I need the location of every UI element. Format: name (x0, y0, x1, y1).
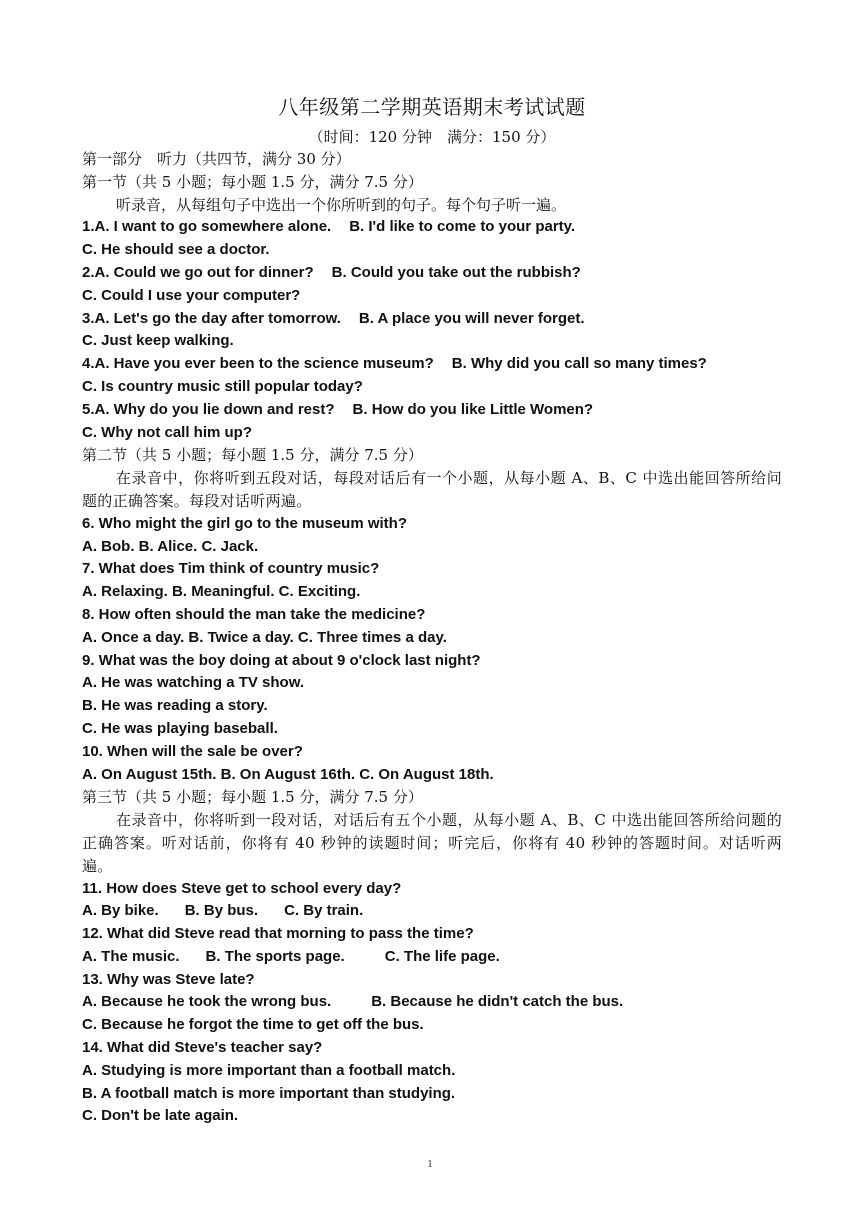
q9-option-b: B. He was reading a story. (82, 697, 268, 715)
q5-option-b: B. How do you like Little Women? (352, 400, 594, 418)
q2-option-c: C. Could I use your computer? (82, 286, 301, 304)
q13-option-b: B. Because he didn't catch the bus. (371, 993, 624, 1011)
q12-options (82, 946, 782, 969)
q5-option-c: C. Why not call him up? (82, 423, 252, 441)
question-4-options-ab (82, 353, 782, 376)
q13-option-c: C. Because he forgot the time to get off the bus. (82, 1016, 424, 1034)
q1-option-b: B. I'd like to come to your party. (349, 218, 576, 236)
question-10: 10. When will the sale be over? (82, 742, 303, 760)
q5-option-a: 5.A. Why do you lie down and rest? (82, 400, 335, 418)
q12-option-a: A. The music. (82, 947, 180, 965)
question-8: 8. How often should the man take the medicine? (82, 605, 426, 623)
q13-option-a: A. Because he took the wrong bus. (82, 993, 332, 1011)
q8-options: A. Once a day. B. Twice a day. C. Three times a day. (82, 628, 447, 646)
exam-time-info: （时间：120 分钟 满分：150 分） (308, 128, 556, 146)
q14-option-b: B. A football match is more important than studying. (82, 1084, 456, 1102)
q10-options: A. On August 15th. B. On August 16th. C. On August 18th. (82, 765, 494, 783)
question-3-options-ab (82, 308, 782, 331)
section2-instruction: 在录音中，你将听到五段对话，每段对话后有一个小题，从每小题 A、B、C 中选出能回答所给问题的正确答案。每段对话听两遍。 (82, 469, 782, 510)
section2-heading: 第二节（共 5 小题；每小题 1.5 分，满分 7.5 分） (82, 446, 423, 465)
q2-option-b: B. Could you take out the rubbish? (331, 263, 581, 281)
q1-option-a: 1.A. I want to go somewhere alone. (82, 218, 332, 236)
q12-option-b: B. The sports page. (205, 947, 345, 965)
q3-option-c: C. Just keep walking. (82, 332, 234, 350)
q11-options (82, 900, 782, 923)
q14-option-a: A. Studying is more important than a football match. (82, 1061, 456, 1079)
q14-option-c: C. Don't be late again. (82, 1107, 239, 1125)
q3-option-a: 3.A. Let's go the day after tomorrow. (82, 309, 341, 327)
section3-heading: 第三节（共 5 小题；每小题 1.5 分，满分 7.5 分） (82, 788, 423, 807)
question-2-options-ab (82, 262, 782, 285)
q11-option-b: B. By bus. (184, 902, 259, 920)
question-5-options-ab (82, 399, 782, 422)
page-content (82, 92, 782, 1128)
q12-option-c: C. The life page. (384, 947, 500, 965)
q4-option-b: B. Why did you call so many times? (451, 355, 707, 373)
section1-heading: 第一节（共 5 小题；每小题 1.5 分，满分 7.5 分） (82, 172, 423, 191)
section3-instruction: 在录音中，你将听到一段对话，对话后有五个小题，从每小题 A、B、C 中选出能回答所给问题的正确答案。听对话前，你将有 40 秒钟的读题时间；听完后，你将有 40 秒钟的答题时间。对话听两遍。 (82, 811, 782, 875)
question-7: 7. What does Tim think of country music? (82, 560, 380, 578)
q1-option-c: C. He should see a doctor. (82, 241, 270, 259)
part1-heading: 第一部分 听力（共四节，满分 30 分） (82, 150, 351, 168)
q2-option-a: 2.A. Could we go out for dinner? (82, 263, 314, 281)
q11-option-c: C. By train. (284, 902, 364, 920)
question-6: 6. Who might the girl go to the museum with? (82, 514, 407, 532)
question-12: 12. What did Steve read that morning to pass the time? (82, 925, 474, 943)
q3-option-b: B. A place you will never forget. (358, 309, 585, 327)
q4-option-a: 4.A. Have you ever been to the science museum? (82, 355, 434, 373)
q9-option-a: A. He was watching a TV show. (82, 674, 304, 692)
q13-options-ab (82, 991, 782, 1014)
q6-options: A. Bob. B. Alice. C. Jack. (82, 537, 259, 555)
q11-option-a: A. By bike. (82, 902, 159, 920)
page-number: 1 (427, 1158, 433, 1170)
question-11: 11. How does Steve get to school every day? (82, 879, 402, 897)
question-14: 14. What did Steve's teacher say? (82, 1039, 323, 1057)
q9-option-c: C. He was playing baseball. (82, 719, 278, 737)
q7-options: A. Relaxing. B. Meaningful. C. Exciting. (82, 583, 361, 601)
question-1-options-ab (82, 216, 782, 239)
page-title: 八年级第二学期英语期末考试试题 (278, 95, 586, 119)
question-13: 13. Why was Steve late? (82, 970, 255, 988)
question-9: 9. What was the boy doing at about 9 o'clock last night? (82, 651, 481, 669)
q4-option-c: C. Is country music still popular today? (82, 377, 363, 395)
section1-instruction: 听录音，从每组句子中选出一个你所听到的句子。每个句子听一遍。 (116, 195, 567, 214)
